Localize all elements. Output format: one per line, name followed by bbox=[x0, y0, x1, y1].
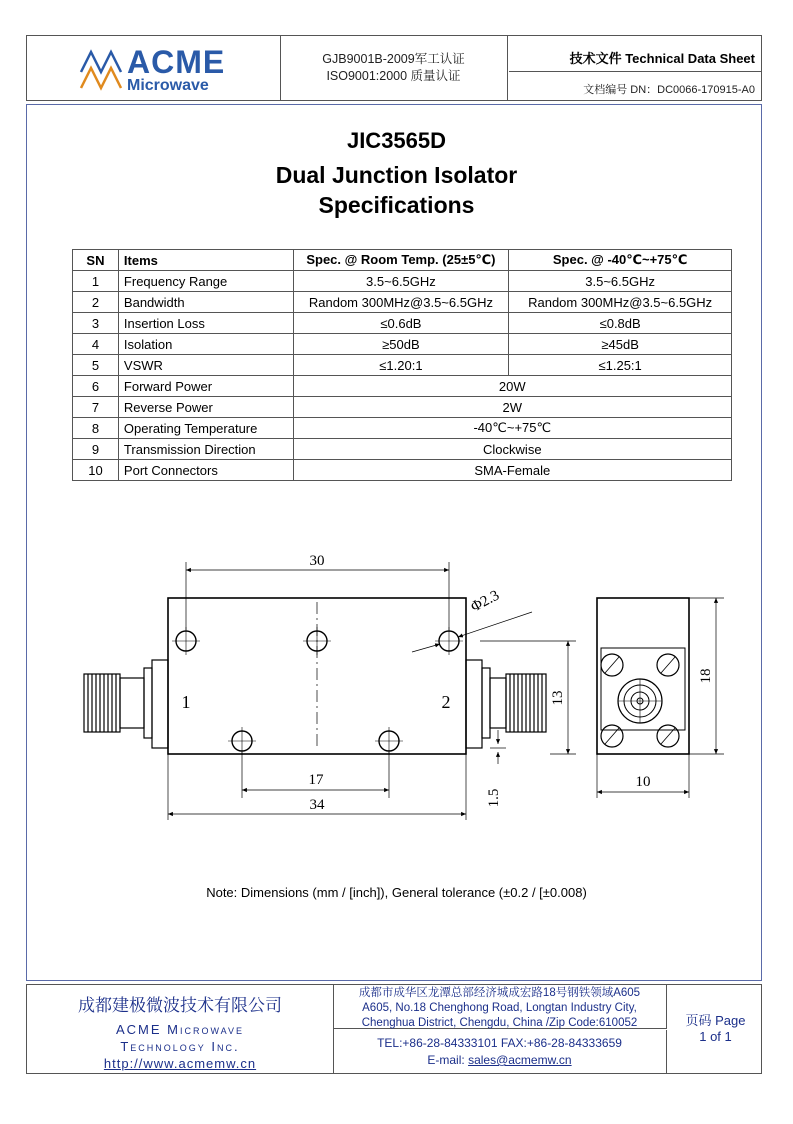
cell-item: Forward Power bbox=[118, 376, 293, 397]
company-cell bbox=[27, 985, 334, 1073]
address-en-2: Chenghua District, Chengdu, China /Zip Code:610052 bbox=[361, 1017, 638, 1029]
table-row bbox=[73, 334, 732, 355]
cell-item: Transmission Direction bbox=[118, 439, 293, 460]
cell-item: Reverse Power bbox=[118, 397, 293, 418]
port-2-label: 2 bbox=[441, 692, 451, 712]
cell-item: Insertion Loss bbox=[118, 313, 293, 334]
dim-mid-label: 17 bbox=[308, 772, 324, 788]
cell-ext: Random 300MHz@3.5~6.5GHz bbox=[509, 292, 732, 313]
dim-height-label: 13 bbox=[550, 690, 566, 706]
cell-both: 2W bbox=[293, 397, 731, 418]
cell-sn: 4 bbox=[73, 334, 119, 355]
table-row bbox=[73, 376, 732, 397]
website-link[interactable]: http://www.acmemw.cn bbox=[103, 1056, 257, 1071]
mechanical-drawing bbox=[60, 540, 740, 830]
cell-both: -40℃~+75℃ bbox=[293, 418, 731, 439]
model-title: JIC3565D bbox=[346, 128, 447, 153]
cell-item: Bandwidth bbox=[118, 292, 293, 313]
table-row bbox=[73, 418, 732, 439]
cell-sn: 5 bbox=[73, 355, 119, 376]
logo-cell bbox=[27, 36, 281, 100]
table-row bbox=[73, 355, 732, 376]
cell-sn: 8 bbox=[73, 418, 119, 439]
page-value: 1 of 1 bbox=[699, 1029, 732, 1044]
dim-side-height-label: 18 bbox=[698, 668, 714, 684]
company-name-cn: 成都建极微波技术有限公司 bbox=[78, 996, 282, 1015]
table-row bbox=[73, 397, 732, 418]
table-row bbox=[73, 460, 732, 481]
cell-item: Frequency Range bbox=[118, 271, 293, 292]
email-link[interactable]: sales@acmemw.cn bbox=[468, 1053, 572, 1067]
table-row bbox=[73, 313, 732, 334]
dim-top-label: 30 bbox=[309, 553, 325, 569]
address-en-1: A605, No.18 Chenghong Road, Longtan Industry City, bbox=[362, 1002, 637, 1014]
document-footer bbox=[26, 984, 762, 1074]
cell-ext: ≤0.8dB bbox=[509, 313, 732, 334]
cell-ext: ≥45dB bbox=[509, 334, 732, 355]
cert-line-1: GJB9001B-2009军工认证 bbox=[322, 52, 465, 66]
header-room-temp: Spec. @ Room Temp. (25±5℃) bbox=[293, 250, 509, 271]
port-1-label: 1 bbox=[181, 692, 191, 712]
cell-both: 20W bbox=[293, 376, 731, 397]
cell-room: Random 300MHz@3.5~6.5GHz bbox=[293, 292, 509, 313]
left-sma-connector bbox=[84, 660, 168, 748]
doc-number: 文档编号 DN：DC0066-170915-A0 bbox=[583, 84, 755, 96]
cell-both: SMA-Female bbox=[293, 460, 731, 481]
cell-sn: 1 bbox=[73, 271, 119, 292]
right-sma-connector bbox=[466, 660, 546, 748]
cell-sn: 6 bbox=[73, 376, 119, 397]
dim-hole-label: Φ2.3 bbox=[468, 587, 503, 616]
dimension-note: Note: Dimensions (mm / [inch]), General tolerance (±0.2 / [±0.008) bbox=[206, 885, 587, 900]
logo-name: ACME bbox=[127, 44, 226, 80]
cell-sn: 2 bbox=[73, 292, 119, 313]
spec-table bbox=[72, 249, 732, 481]
certification-cell bbox=[280, 36, 508, 100]
cell-room: 3.5~6.5GHz bbox=[293, 271, 509, 292]
address-cell bbox=[333, 985, 667, 1029]
company-name-en-1: ACME Microwave bbox=[115, 1022, 244, 1037]
header-ext-temp: Spec. @ -40℃~+75℃ bbox=[509, 250, 732, 271]
contact-cell bbox=[333, 1030, 667, 1073]
cert-line-2: ISO9001:2000 质量认证 bbox=[326, 69, 461, 83]
cell-item: Operating Temperature bbox=[118, 418, 293, 439]
product-name: Dual Junction Isolator bbox=[275, 162, 518, 188]
cell-room: ≥50dB bbox=[293, 334, 509, 355]
cell-item: Isolation bbox=[118, 334, 293, 355]
cell-ext: ≤1.25:1 bbox=[509, 355, 732, 376]
document-header bbox=[26, 35, 762, 101]
table-row bbox=[73, 292, 732, 313]
acme-logo-icon bbox=[79, 44, 123, 92]
tel-fax: TEL:+86-28-84333101 FAX:+86-28-84333659 bbox=[377, 1036, 622, 1050]
dim-bottom-label: 34 bbox=[309, 797, 325, 813]
cell-item: VSWR bbox=[118, 355, 293, 376]
dim-side-width-label: 10 bbox=[635, 774, 651, 790]
cell-both: Clockwise bbox=[293, 439, 731, 460]
logo-sub: Microwave bbox=[127, 77, 209, 94]
cell-sn: 3 bbox=[73, 313, 119, 334]
cell-sn: 7 bbox=[73, 397, 119, 418]
spec-heading: Specifications bbox=[318, 192, 475, 218]
cell-ext: 3.5~6.5GHz bbox=[509, 271, 732, 292]
email-label: E-mail: bbox=[427, 1053, 469, 1067]
company-name-en-2: Technology Inc. bbox=[120, 1039, 240, 1054]
cell-item: Port Connectors bbox=[118, 460, 293, 481]
page-label: 页码 Page bbox=[685, 1013, 746, 1028]
header-items: Items bbox=[118, 250, 293, 271]
address-cn: 成都市成华区龙潭总部经济城成宏路18号钢铁领域A605 bbox=[358, 987, 641, 999]
cell-sn: 10 bbox=[73, 460, 119, 481]
doc-type: 技术文件 Technical Data Sheet bbox=[509, 36, 761, 72]
page-cell bbox=[668, 985, 763, 1073]
header-sn: SN bbox=[73, 250, 119, 271]
table-row bbox=[73, 271, 732, 292]
dim-offset-label: 1.5 bbox=[486, 788, 502, 808]
cell-sn: 9 bbox=[73, 439, 119, 460]
cell-room: ≤1.20:1 bbox=[293, 355, 509, 376]
table-header-row bbox=[73, 250, 732, 271]
table-row bbox=[73, 439, 732, 460]
cell-room: ≤0.6dB bbox=[293, 313, 509, 334]
